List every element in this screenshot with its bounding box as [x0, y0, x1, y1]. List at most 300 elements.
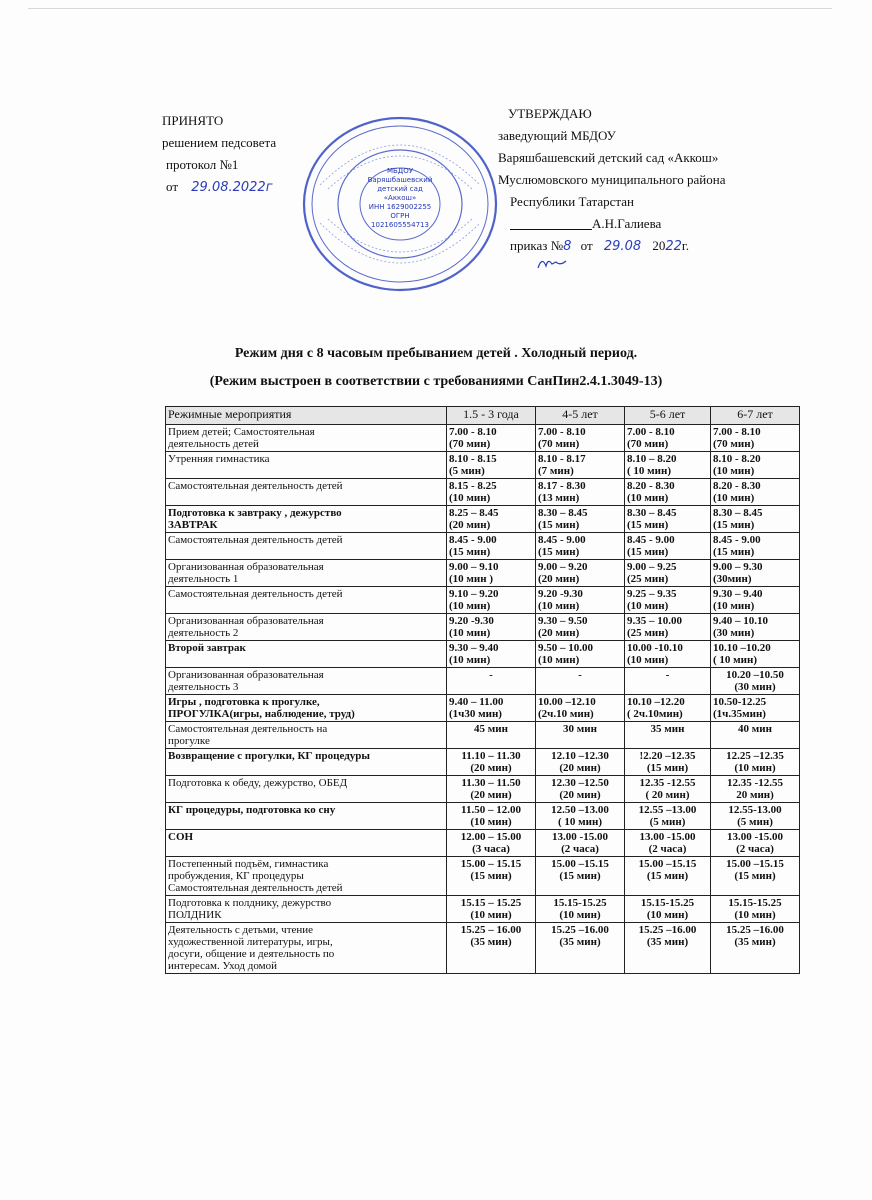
time-cell-line: (20 мин) — [538, 627, 580, 639]
time-cell-line: (20 мин) — [559, 762, 601, 774]
header-age-4-5: 4-5 лет — [536, 407, 625, 425]
time-cell-line: ( 10 мин) — [627, 465, 671, 477]
time-cell — [536, 803, 625, 830]
time-cell-line: 8.20 - 8.30 — [713, 480, 761, 492]
time-cell-line: (70 мин) — [449, 438, 491, 450]
activity-cell — [166, 425, 447, 452]
time-cell-line: 15.00 –15.15 — [726, 858, 784, 870]
approve-label: УТВЕРЖДАЮ — [508, 106, 592, 121]
time-cell-line: (35 мин) — [734, 936, 776, 948]
time-cell-line: (10 мин) — [559, 909, 601, 921]
time-cell — [711, 587, 800, 614]
activity-cell-line: Постепенный подъём, гимнастика — [168, 858, 329, 870]
time-cell-line: 8.45 - 9.00 — [449, 534, 497, 546]
time-cell-line: 9.20 -9.30 — [449, 615, 494, 627]
time-cell — [711, 668, 800, 695]
daily-schedule-table — [165, 406, 800, 974]
time-cell — [625, 830, 711, 857]
time-cell-line: 9.40 – 11.00 — [449, 696, 504, 708]
time-cell-line: - — [578, 669, 582, 681]
time-cell — [625, 695, 711, 722]
approval-block-right — [498, 105, 818, 259]
time-cell-line: 8.10 - 8.15 — [449, 453, 497, 465]
time-cell — [536, 776, 625, 803]
time-cell — [625, 896, 711, 923]
time-cell — [447, 776, 536, 803]
time-cell — [711, 506, 800, 533]
order-prefix: приказ № — [510, 238, 564, 253]
activity-cell — [166, 668, 447, 695]
time-cell — [625, 533, 711, 560]
document-title: Режим дня с 8 часовым пребыванием детей . Холодный период. — [234, 346, 638, 361]
time-cell-line: (15 мин) — [734, 870, 776, 882]
time-cell-line: (20 мин) — [470, 789, 512, 801]
time-cell-line: (15 мин) — [646, 870, 689, 882]
time-cell-line: 10.20 –10.50 — [726, 669, 784, 681]
time-cell-line: (70 мин) — [538, 438, 580, 450]
table-row — [166, 614, 800, 641]
order-suffix: г. — [681, 238, 690, 253]
activity-cell — [166, 452, 447, 479]
time-cell-line: (15 мин) — [559, 870, 601, 882]
time-cell — [536, 857, 625, 896]
time-cell-line: (10 мин) — [449, 492, 491, 504]
time-cell — [536, 668, 625, 695]
seal-center-text — [362, 167, 438, 230]
time-cell-line: (15 мин) — [538, 519, 580, 531]
activity-cell — [166, 722, 447, 749]
activity-cell — [166, 641, 447, 668]
time-cell-line: 20 мин) — [736, 789, 774, 801]
activity-cell-line: Организованная образовательная — [168, 669, 324, 681]
time-cell-line: 15.00 – 15.15 — [460, 858, 522, 870]
time-cell — [711, 923, 800, 974]
time-cell — [625, 668, 711, 695]
activity-cell — [166, 479, 447, 506]
table-row — [166, 452, 800, 479]
activity-cell — [166, 857, 447, 896]
time-cell — [447, 830, 536, 857]
time-cell-line: (25 мин) — [627, 573, 669, 585]
activity-cell-line: Самостоятельная деятельность детей — [168, 480, 343, 492]
time-cell — [625, 641, 711, 668]
activity-cell-line: деятельность 2 — [168, 627, 239, 639]
time-cell-line: 9.00 – 9.25 — [627, 561, 677, 573]
order-from: от — [580, 238, 593, 253]
table-header-row — [166, 407, 800, 425]
table-row — [166, 695, 800, 722]
time-cell — [711, 533, 800, 560]
time-cell-line: 12.55-13.00 — [728, 804, 782, 816]
time-cell-line: 9.10 – 9.20 — [449, 588, 499, 600]
time-cell-line: 12.35 -12.55 — [639, 777, 696, 789]
time-cell-line: 9.30 – 9.40 — [449, 642, 499, 654]
time-cell-line: 7.00 - 8.10 — [449, 426, 497, 438]
time-cell — [447, 452, 536, 479]
time-cell-line: 8.10 – 8.20 — [627, 453, 677, 465]
time-cell — [536, 506, 625, 533]
schedule-body — [166, 425, 800, 974]
activity-cell-line: интересам. Уход домой — [168, 960, 278, 972]
time-cell-line: 9.20 -9.30 — [538, 588, 583, 600]
activity-cell — [166, 533, 447, 560]
activity-cell-line: ЗАВТРАК — [168, 519, 218, 531]
signature-scribble-icon — [508, 252, 588, 274]
order-year-prefix: 20 — [652, 238, 666, 253]
activity-cell-line: Самостоятельная деятельность на — [168, 723, 328, 735]
date-prefix: от — [166, 179, 179, 194]
time-cell-line: 9.00 – 9.30 — [713, 561, 763, 573]
time-cell-line: (20 мин) — [559, 789, 601, 801]
table-row — [166, 803, 800, 830]
table-row — [166, 923, 800, 974]
time-cell-line: (7 мин) — [538, 465, 574, 477]
time-cell-line: (35 мин) — [470, 936, 512, 948]
time-cell-line: 11.50 – 12.00 — [461, 804, 521, 816]
page-top-border — [28, 8, 832, 9]
handwritten-date: 29.08.2022г — [191, 180, 273, 195]
time-cell — [711, 722, 800, 749]
table-row — [166, 857, 800, 896]
activity-cell — [166, 830, 447, 857]
time-cell-line: 8.45 - 9.00 — [627, 534, 675, 546]
header-age-1-5-3: 1.5 - 3 года — [447, 407, 536, 425]
time-cell — [447, 533, 536, 560]
time-cell-line: 12.25 –12.35 — [726, 750, 784, 762]
signature-line — [498, 215, 818, 237]
time-cell-line: 10.00 –12.10 — [538, 696, 596, 708]
time-cell — [711, 776, 800, 803]
seal-org-name: Варяшбашевский детский сад «Аккош» — [367, 176, 433, 202]
time-cell-line: 12.00 – 15.00 — [460, 831, 522, 843]
time-cell — [625, 560, 711, 587]
time-cell-line: (2 часа) — [648, 843, 687, 855]
time-cell — [447, 668, 536, 695]
time-cell-line: 15.15 – 15.25 — [460, 897, 522, 909]
activity-cell-line: Организованная образовательная — [168, 615, 324, 627]
time-cell — [625, 506, 711, 533]
time-cell-line: (35 мин) — [646, 936, 689, 948]
activity-cell-line: Утренняя гимнастика — [168, 453, 270, 465]
kindergarten-name: Варяшбашевский детский сад «Аккош» — [498, 150, 719, 165]
activity-cell-line: деятельность детей — [168, 438, 259, 450]
activity-cell-line: Самостоятельная деятельность детей — [168, 588, 343, 600]
time-cell — [447, 722, 536, 749]
time-cell — [447, 749, 536, 776]
activity-cell — [166, 614, 447, 641]
time-cell-line: (15 мин) — [470, 870, 512, 882]
time-cell-line: 35 мин — [650, 723, 685, 735]
activity-cell-line: Организованная образовательная — [168, 561, 324, 573]
time-cell-line: 7.00 - 8.10 — [627, 426, 675, 438]
activity-cell-line: СОН — [168, 831, 194, 843]
time-cell-line: (10 мин) — [449, 654, 491, 666]
activity-cell-line: Возвращение с прогулки, КГ процедуры — [168, 750, 370, 762]
time-cell — [447, 896, 536, 923]
time-cell — [711, 560, 800, 587]
council-decision-label: решением педсовета — [162, 135, 277, 150]
time-cell-line: 10.50-12.25 — [713, 696, 767, 708]
table-row — [166, 830, 800, 857]
time-cell — [447, 857, 536, 896]
time-cell — [447, 425, 536, 452]
time-cell — [536, 560, 625, 587]
activity-cell-line: художественной литературы, игры, — [168, 936, 333, 948]
time-cell-line: 9.30 – 9.40 — [713, 588, 763, 600]
time-cell-line: 8.30 – 8.45 — [538, 507, 588, 519]
time-cell — [447, 695, 536, 722]
time-cell-line: (20 мин) — [449, 519, 491, 531]
time-cell-line: 9.25 – 9.35 — [627, 588, 677, 600]
time-cell-line: - — [665, 669, 670, 681]
signature-underline — [510, 229, 592, 230]
time-cell-line: 7.00 - 8.10 — [538, 426, 586, 438]
time-cell — [536, 533, 625, 560]
time-cell-line: (10 мин) — [449, 627, 491, 639]
time-cell-line: (30 мин) — [713, 627, 755, 639]
time-cell — [447, 479, 536, 506]
time-cell — [536, 695, 625, 722]
time-cell-line: (10 мин) — [734, 762, 776, 774]
activity-cell-line: Деятельность с детьми, чтение — [168, 924, 314, 936]
head-position: заведующий МБДОУ — [498, 128, 616, 143]
time-cell-line: 9.35 – 10.00 — [627, 615, 682, 627]
time-cell-line: (15 мин) — [538, 546, 580, 558]
time-cell-line: 10.10 –10.20 — [713, 642, 771, 654]
time-cell-line: (3 часа) — [472, 843, 510, 855]
time-cell-line: 8.10 - 8.20 — [713, 453, 761, 465]
time-cell — [625, 923, 711, 974]
time-cell-line: (10 мин) — [627, 492, 669, 504]
time-cell-line: (30 мин) — [734, 681, 776, 693]
time-cell-line: 10.00 -10.10 — [627, 642, 683, 654]
time-cell-line: (5 мин) — [649, 816, 686, 828]
time-cell — [536, 452, 625, 479]
time-cell — [625, 857, 711, 896]
activity-cell-line: Самостоятельная деятельность детей — [168, 882, 343, 894]
seal-inn: ИНН 1629002255 — [368, 203, 432, 211]
activity-cell-line: Подготовка к полднику, дежурство — [168, 897, 332, 909]
time-cell-line: ( 10 мин) — [558, 816, 602, 828]
time-cell-line: ( 2ч.10мин) — [627, 708, 683, 720]
time-cell — [536, 425, 625, 452]
time-cell-line: 9.50 – 10.00 — [538, 642, 593, 654]
activity-cell-line: ПРОГУЛКА(игры, наблюдение, труд) — [168, 708, 355, 720]
time-cell-line: 45 мин — [474, 723, 508, 735]
time-cell-line: 9.00 – 9.20 — [538, 561, 588, 573]
time-cell-line: (15 мин) — [713, 519, 755, 531]
time-cell — [447, 803, 536, 830]
time-cell-line: (15 мин) — [713, 546, 755, 558]
time-cell-line: - — [489, 669, 493, 681]
activity-cell-line: Второй завтрак — [168, 642, 246, 654]
time-cell-line: (35 мин) — [559, 936, 601, 948]
time-cell-line: 12.55 –13.00 — [638, 804, 697, 816]
time-cell-line: 10.10 –12.20 — [627, 696, 685, 708]
table-row — [166, 533, 800, 560]
time-cell-line: 13.00 -15.00 — [727, 831, 783, 843]
time-cell-line: !2.20 –12.35 — [639, 750, 696, 762]
time-cell-line: 12.30 –12.50 — [551, 777, 609, 789]
table-row — [166, 896, 800, 923]
time-cell-line: 8.20 - 8.30 — [627, 480, 675, 492]
time-cell — [625, 425, 711, 452]
time-cell — [625, 452, 711, 479]
time-cell-line: 9.40 – 10.10 — [713, 615, 768, 627]
time-cell — [447, 506, 536, 533]
time-cell-line: 7.00 - 8.10 — [713, 426, 761, 438]
time-cell-line: 8.30 – 8.45 — [713, 507, 763, 519]
time-cell-line: 9.30 – 9.50 — [538, 615, 588, 627]
time-cell-line: 15.25 –16.00 — [551, 924, 609, 936]
time-cell-line: 15.25 – 16.00 — [460, 924, 522, 936]
time-cell-line: 9.00 – 9.10 — [449, 561, 499, 573]
time-cell-line: (20 мин) — [538, 573, 580, 585]
time-cell-line: (10 мин) — [713, 600, 755, 612]
time-cell-line: (15 мин) — [646, 762, 689, 774]
time-cell-line: (20 мин) — [470, 762, 512, 774]
time-cell-line: (10 мин) — [538, 600, 580, 612]
activity-cell-line: Игры , подготовка к прогулке, — [168, 696, 320, 708]
time-cell-line: (10 мин) — [627, 654, 669, 666]
time-cell-line: (2 часа) — [736, 843, 774, 855]
time-cell — [536, 641, 625, 668]
time-cell-line: 8.45 - 9.00 — [713, 534, 761, 546]
time-cell-line: (30мин) — [713, 573, 752, 585]
time-cell-line: ( 10 мин) — [713, 654, 757, 666]
time-cell-line: (15 мин) — [627, 519, 669, 531]
time-cell-line: (13 мин) — [538, 492, 580, 504]
activity-cell — [166, 776, 447, 803]
activity-cell — [166, 923, 447, 974]
time-cell — [447, 923, 536, 974]
time-cell — [536, 896, 625, 923]
order-date: 29.08 — [603, 239, 642, 254]
time-cell-line: 15.25 –16.00 — [638, 924, 697, 936]
time-cell — [625, 587, 711, 614]
time-cell — [447, 614, 536, 641]
time-cell — [536, 587, 625, 614]
time-cell-line: (10 мин) — [734, 909, 776, 921]
time-cell — [536, 722, 625, 749]
time-cell-line: 30 мин — [563, 723, 597, 735]
activity-cell — [166, 506, 447, 533]
time-cell — [711, 830, 800, 857]
time-cell — [711, 479, 800, 506]
time-cell-line: (25 мин) — [627, 627, 669, 639]
time-cell-line: (10 мин) — [449, 600, 491, 612]
time-cell — [536, 479, 625, 506]
order-year: 22 — [665, 239, 682, 254]
time-cell — [625, 614, 711, 641]
time-cell-line: 11.30 – 11.50 — [461, 777, 521, 789]
table-row — [166, 668, 800, 695]
activity-cell — [166, 803, 447, 830]
time-cell-line: 15.00 –15.15 — [638, 858, 697, 870]
time-cell-line: 15.15-15.25 — [553, 897, 607, 909]
time-cell-line: 8.45 - 9.00 — [538, 534, 586, 546]
table-row — [166, 722, 800, 749]
time-cell — [625, 479, 711, 506]
time-cell-line: 13.00 -15.00 — [639, 831, 696, 843]
activity-cell-line: Подготовка к завтраку , дежурство — [168, 507, 342, 519]
time-cell — [711, 695, 800, 722]
time-cell — [536, 830, 625, 857]
activity-cell-line: КГ процедуры, подготовка ко сну — [168, 804, 336, 816]
time-cell-line: (10 мин) — [646, 909, 689, 921]
time-cell-line: (1ч.35мин) — [713, 708, 766, 720]
activity-cell — [166, 695, 447, 722]
time-cell-line: 8.30 – 8.45 — [627, 507, 677, 519]
header-age-6-7: 6-7 лет — [711, 407, 800, 425]
table-row — [166, 506, 800, 533]
time-cell-line: 8.17 - 8.30 — [538, 480, 586, 492]
time-cell-line: 11.10 – 11.30 — [461, 750, 521, 762]
time-cell — [711, 452, 800, 479]
time-cell-line: 12.10 –12.30 — [551, 750, 609, 762]
time-cell — [536, 749, 625, 776]
time-cell-line: ( 20 мин) — [645, 789, 690, 801]
time-cell-line: (5 мин) — [737, 816, 773, 828]
time-cell — [711, 425, 800, 452]
time-cell-line: (10 мин) — [470, 909, 512, 921]
time-cell-line: (1ч30 мин) — [449, 708, 502, 720]
time-cell-line: 15.15-15.25 — [640, 897, 695, 909]
district-name: Муслюмовского муниципального района — [498, 172, 726, 187]
table-row — [166, 641, 800, 668]
time-cell-line: (10 мин ) — [449, 573, 493, 585]
time-cell-line: (5 мин) — [449, 465, 485, 477]
time-cell — [711, 857, 800, 896]
time-cell-line: (2 часа) — [561, 843, 599, 855]
table-row — [166, 425, 800, 452]
order-number: 8 — [563, 239, 572, 254]
activity-cell — [166, 560, 447, 587]
time-cell-line: (70 мин) — [627, 438, 669, 450]
table-row — [166, 749, 800, 776]
time-cell-line: 13.00 -15.00 — [552, 831, 608, 843]
seal-ogrn: ОГРН 1021605554713 — [371, 212, 429, 229]
activity-cell — [166, 587, 447, 614]
activity-cell-line: деятельность 3 — [168, 681, 239, 693]
time-cell — [447, 560, 536, 587]
time-cell-line: (10 мин) — [470, 816, 512, 828]
time-cell — [711, 614, 800, 641]
official-seal — [300, 115, 500, 293]
signer-name: А.Н.Галиева — [592, 216, 662, 231]
time-cell-line: 40 мин — [738, 723, 772, 735]
activity-cell-line: ПОЛДНИК — [168, 909, 222, 921]
activity-cell-line: прогулке — [168, 735, 210, 747]
time-cell-line: (10 мин) — [713, 465, 755, 477]
time-cell-line: 12.35 -12.55 — [727, 777, 783, 789]
time-cell — [536, 614, 625, 641]
activity-cell-line: деятельность 1 — [168, 573, 239, 585]
time-cell-line: (2ч.10 мин) — [538, 708, 594, 720]
time-cell-line: 8.10 - 8.17 — [538, 453, 586, 465]
time-cell-line: 15.15-15.25 — [728, 897, 782, 909]
time-cell — [711, 641, 800, 668]
protocol-number: протокол №1 — [166, 157, 239, 172]
time-cell — [447, 641, 536, 668]
time-cell — [625, 722, 711, 749]
table-row — [166, 560, 800, 587]
time-cell-line: 15.25 –16.00 — [726, 924, 784, 936]
activity-cell — [166, 749, 447, 776]
time-cell — [711, 896, 800, 923]
table-row — [166, 776, 800, 803]
time-cell-line: 12.50 –13.00 — [551, 804, 609, 816]
